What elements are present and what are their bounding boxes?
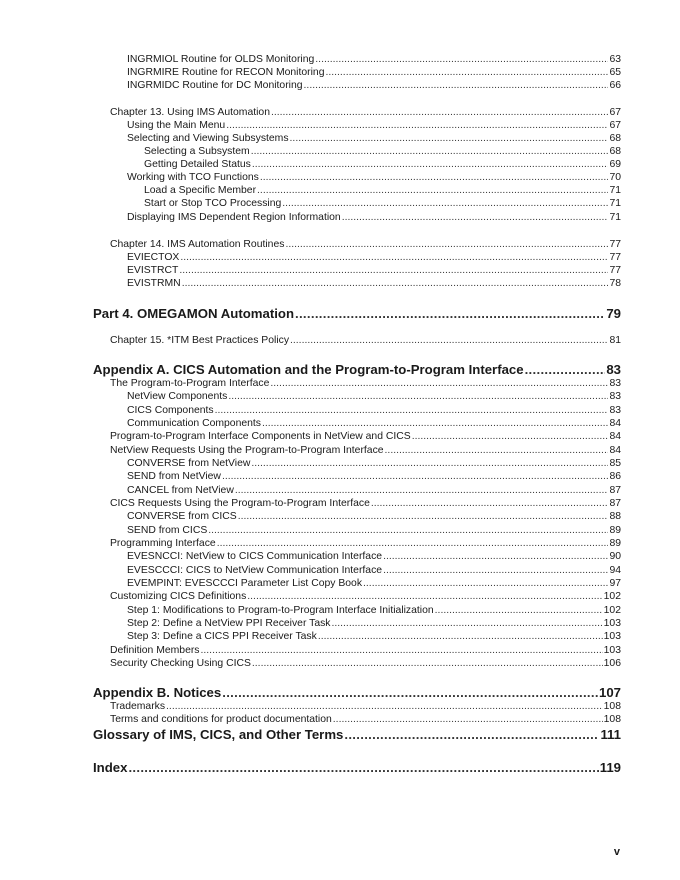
toc-entry-title: INGRMIDC Routine for DC Monitoring [127, 80, 303, 91]
toc-entry-page: 77 [609, 252, 621, 263]
toc-entry-title: CICS Requests Using the Program-to-Program Interface [110, 498, 370, 509]
dot-leader [290, 334, 608, 347]
toc-entry-page: 88 [609, 511, 621, 522]
toc-part-page: 111 [600, 727, 621, 742]
toc-entry-page: 67 [609, 107, 621, 118]
toc-entry-page: 68 [609, 133, 621, 144]
toc-entry-title: INGRMIRE Routine for RECON Monitoring [127, 67, 325, 78]
dot-leader [251, 145, 609, 158]
dot-leader [295, 306, 605, 322]
toc-entry-title: Displaying IMS Dependent Region Information [127, 212, 341, 223]
toc-entry[interactable] [93, 184, 621, 197]
toc-entry-page: 89 [609, 525, 621, 536]
toc-part-title: Glossary of IMS, CICS, and Other Terms [93, 727, 344, 742]
dot-leader [342, 211, 609, 224]
dot-leader [412, 430, 609, 443]
toc-part-title: Index [93, 760, 128, 775]
toc-entry-page: 90 [609, 551, 621, 562]
dot-leader [332, 617, 603, 630]
toc-entry[interactable] [93, 66, 621, 79]
dot-leader [226, 119, 608, 132]
toc-entry-title: Start or Stop TCO Processing [144, 198, 282, 209]
toc-entry[interactable] [93, 657, 621, 670]
toc-chapter[interactable] [93, 238, 621, 251]
dot-leader [222, 685, 598, 701]
toc-entry-page: 71 [609, 198, 621, 209]
toc-entry-page: 89 [609, 538, 621, 549]
dot-leader [383, 564, 608, 577]
toc-entry-title: EVISTRMN [127, 278, 181, 289]
dot-leader [252, 657, 603, 670]
toc-entry-page: 106 [603, 658, 621, 669]
toc-entry[interactable] [93, 550, 621, 563]
toc-entry[interactable] [93, 251, 621, 264]
dot-leader [315, 53, 608, 66]
toc-entry[interactable] [93, 470, 621, 483]
toc-entry-title: EVISTRCT [127, 265, 179, 276]
toc-part-page: 79 [606, 306, 621, 321]
toc-entry-title: CONVERSE from NetView [127, 458, 251, 469]
toc-entry[interactable] [93, 53, 621, 66]
dot-leader [260, 171, 609, 184]
toc-entry-title: NetView Components [127, 391, 228, 402]
toc-entry-page: 83 [609, 391, 621, 402]
toc-entry[interactable] [93, 377, 621, 390]
toc-part-page: 107 [598, 685, 621, 700]
dot-leader [325, 66, 608, 79]
toc-entry-page: 78 [609, 278, 621, 289]
toc-entry[interactable] [93, 700, 621, 713]
toc-part[interactable] [93, 760, 621, 776]
toc-entry-title: EVESNCCI: NetView to CICS Communication Interface [127, 551, 383, 562]
toc-entry-title: Step 2: Define a NetView PPI Receiver Task [127, 618, 331, 629]
toc-chapter[interactable] [93, 106, 621, 119]
toc-entry-title: Selecting and Viewing Subsystems [127, 133, 289, 144]
toc-entry-page: 67 [609, 120, 621, 131]
dot-leader [222, 470, 609, 483]
toc-part[interactable] [93, 685, 621, 701]
toc-entry[interactable] [93, 604, 621, 617]
toc-entry[interactable] [93, 457, 621, 470]
dot-leader [371, 497, 609, 510]
toc-entry-page: 102 [603, 591, 621, 602]
toc-entry-title: SEND from NetView [127, 471, 221, 482]
toc-entry[interactable] [93, 497, 621, 510]
dot-leader [385, 444, 609, 457]
toc-entry[interactable] [93, 713, 621, 726]
dot-leader [318, 630, 603, 643]
dot-leader [252, 158, 609, 171]
toc-part-page: 119 [599, 760, 621, 775]
toc-entry-title: Security Checking Using CICS [110, 658, 251, 669]
toc-entry-page: 103 [603, 618, 621, 629]
toc-entry-page: 103 [603, 645, 621, 656]
dot-leader [215, 404, 609, 417]
toc-entry-page: 87 [609, 498, 621, 509]
toc-entry[interactable] [93, 417, 621, 430]
toc-entry[interactable] [93, 404, 621, 417]
toc-entry-title: EVEMPINT: EVESCCCI Parameter List Copy Book [127, 578, 363, 589]
toc-entry-title: SEND from CICS [127, 525, 208, 536]
toc-entry-title: Terms and conditions for product documentation [110, 714, 332, 725]
dot-leader [257, 184, 608, 197]
dot-leader [435, 604, 603, 617]
toc-entry-title: EVIECTOX [127, 252, 180, 263]
dot-leader [383, 550, 608, 563]
toc-entry-title: CANCEL from NetView [127, 485, 234, 496]
dot-leader [251, 457, 608, 470]
toc-entry[interactable] [93, 145, 621, 158]
toc-entry[interactable] [93, 430, 621, 443]
toc-entry-page: 66 [609, 80, 621, 91]
dot-leader [333, 713, 603, 726]
dot-leader [304, 79, 609, 92]
toc-entry-page: 70 [609, 172, 621, 183]
dot-leader [166, 700, 603, 713]
toc-part[interactable] [93, 306, 621, 322]
toc-entry-page: 81 [609, 335, 621, 346]
toc-entry-title: Chapter 15. *ITM Best Practices Policy [110, 335, 290, 346]
toc-entry[interactable] [93, 79, 621, 92]
toc-entry-page: 108 [603, 714, 621, 725]
toc-entry-page: 65 [609, 67, 621, 78]
toc-entry-page: 86 [609, 471, 621, 482]
toc-entry-title: The Program-to-Program Interface [110, 378, 270, 389]
toc-entry-title: Using the Main Menu [127, 120, 226, 131]
toc-entry[interactable] [93, 132, 621, 145]
toc-entry-page: 85 [609, 458, 621, 469]
toc-entry[interactable] [93, 197, 621, 210]
dot-leader [525, 362, 606, 378]
dot-leader [201, 644, 603, 657]
toc-entry[interactable] [93, 158, 621, 171]
toc-entry-page: 97 [609, 578, 621, 589]
toc-entry-page: 102 [603, 605, 621, 616]
dot-leader [228, 390, 608, 403]
toc-part[interactable] [93, 362, 621, 378]
toc-entry-title: Step 1: Modifications to Program-to-Program Interface Initialization [127, 605, 434, 616]
toc-entry-page: 108 [603, 701, 621, 712]
toc-entry-title: CICS Components [127, 405, 214, 416]
toc-entry-page: 94 [609, 565, 621, 576]
toc-entry-page: 103 [603, 631, 621, 642]
toc-entry[interactable] [93, 390, 621, 403]
toc-entry-title: Chapter 13. Using IMS Automation [110, 107, 270, 118]
toc-entry[interactable] [93, 484, 621, 497]
toc-part-page: 83 [606, 362, 621, 377]
toc-entry-page: 83 [609, 405, 621, 416]
dot-leader [363, 577, 608, 590]
dot-leader [290, 132, 609, 145]
dot-leader [247, 590, 602, 603]
page-number: v [613, 846, 620, 858]
toc-entry-title: INGRMIOL Routine for OLDS Monitoring [127, 54, 315, 65]
dot-leader [344, 727, 599, 743]
toc-entry-title: Working with TCO Functions [127, 172, 259, 183]
toc-entry[interactable] [93, 119, 621, 132]
dot-leader [235, 484, 609, 497]
toc-entry-page: 69 [609, 159, 621, 170]
toc-entry-title: Step 3: Define a CICS PPI Receiver Task [127, 631, 317, 642]
dot-leader [238, 510, 609, 523]
toc-entry-page: 77 [609, 265, 621, 276]
toc-entry-title: Getting Detailed Status [144, 159, 251, 170]
toc-entry-title: Program-to-Program Interface Components in NetView and CICS [110, 431, 411, 442]
toc-entry-title: Load a Specific Member [144, 185, 257, 196]
toc-entry-page: 84 [609, 431, 621, 442]
dot-leader [270, 377, 608, 390]
toc-entry[interactable] [93, 590, 621, 603]
toc-entry-page: 68 [609, 146, 621, 157]
dot-leader [208, 524, 608, 537]
dot-leader [285, 238, 608, 251]
toc-entry-title: Programming Interface [110, 538, 216, 549]
toc-part-title: Appendix B. Notices [93, 685, 222, 700]
toc-entry-title: Chapter 14. IMS Automation Routines [110, 239, 285, 250]
toc-entry[interactable] [93, 510, 621, 523]
dot-leader [128, 760, 598, 776]
toc-part-title: Appendix A. CICS Automation and the Program-to-Program Interface [93, 362, 524, 377]
toc-entry[interactable] [93, 444, 621, 457]
toc-part-title: Part 4. OMEGAMON Automation [93, 306, 294, 321]
toc-entry-page: 84 [609, 418, 621, 429]
dot-leader [180, 251, 608, 264]
toc-entry-page: 71 [609, 212, 621, 223]
toc-entry[interactable] [93, 524, 621, 537]
toc-entry[interactable] [93, 537, 621, 550]
toc-entry-page: 84 [609, 445, 621, 456]
toc-entry[interactable] [93, 171, 621, 184]
toc-entry-page: 77 [609, 239, 621, 250]
dot-leader [262, 417, 608, 430]
toc-part[interactable] [93, 727, 621, 743]
toc-entry-title: Selecting a Subsystem [144, 146, 250, 157]
toc-entry[interactable] [93, 277, 621, 290]
toc-entry-page: 87 [609, 485, 621, 496]
dot-leader [217, 537, 609, 550]
toc-entry-page: 83 [609, 378, 621, 389]
dot-leader [179, 264, 608, 277]
dot-leader [282, 197, 608, 210]
dot-leader [182, 277, 609, 290]
toc-entry-title: Definition Members [110, 645, 200, 656]
toc-entry[interactable] [93, 564, 621, 577]
toc-entry[interactable] [93, 577, 621, 590]
toc-entry-title: Trademarks [110, 701, 166, 712]
dot-leader [271, 106, 608, 119]
toc-entry[interactable] [93, 211, 621, 224]
toc-entry-page: 63 [609, 54, 621, 65]
toc-entry-title: CONVERSE from CICS [127, 511, 237, 522]
toc-entry[interactable] [93, 644, 621, 657]
toc-chapter[interactable] [93, 334, 621, 347]
toc-entry-title: Customizing CICS Definitions [110, 591, 247, 602]
toc-entry-title: EVESCCCI: CICS to NetView Communication Interface [127, 565, 383, 576]
toc-entry-page: 71 [609, 185, 621, 196]
toc-entry-title: NetView Requests Using the Program-to-Program Interface [110, 445, 384, 456]
toc-entry[interactable] [93, 630, 621, 643]
toc-entry[interactable] [93, 617, 621, 630]
toc-entry-title: Communication Components [127, 418, 261, 429]
toc-entry[interactable] [93, 264, 621, 277]
